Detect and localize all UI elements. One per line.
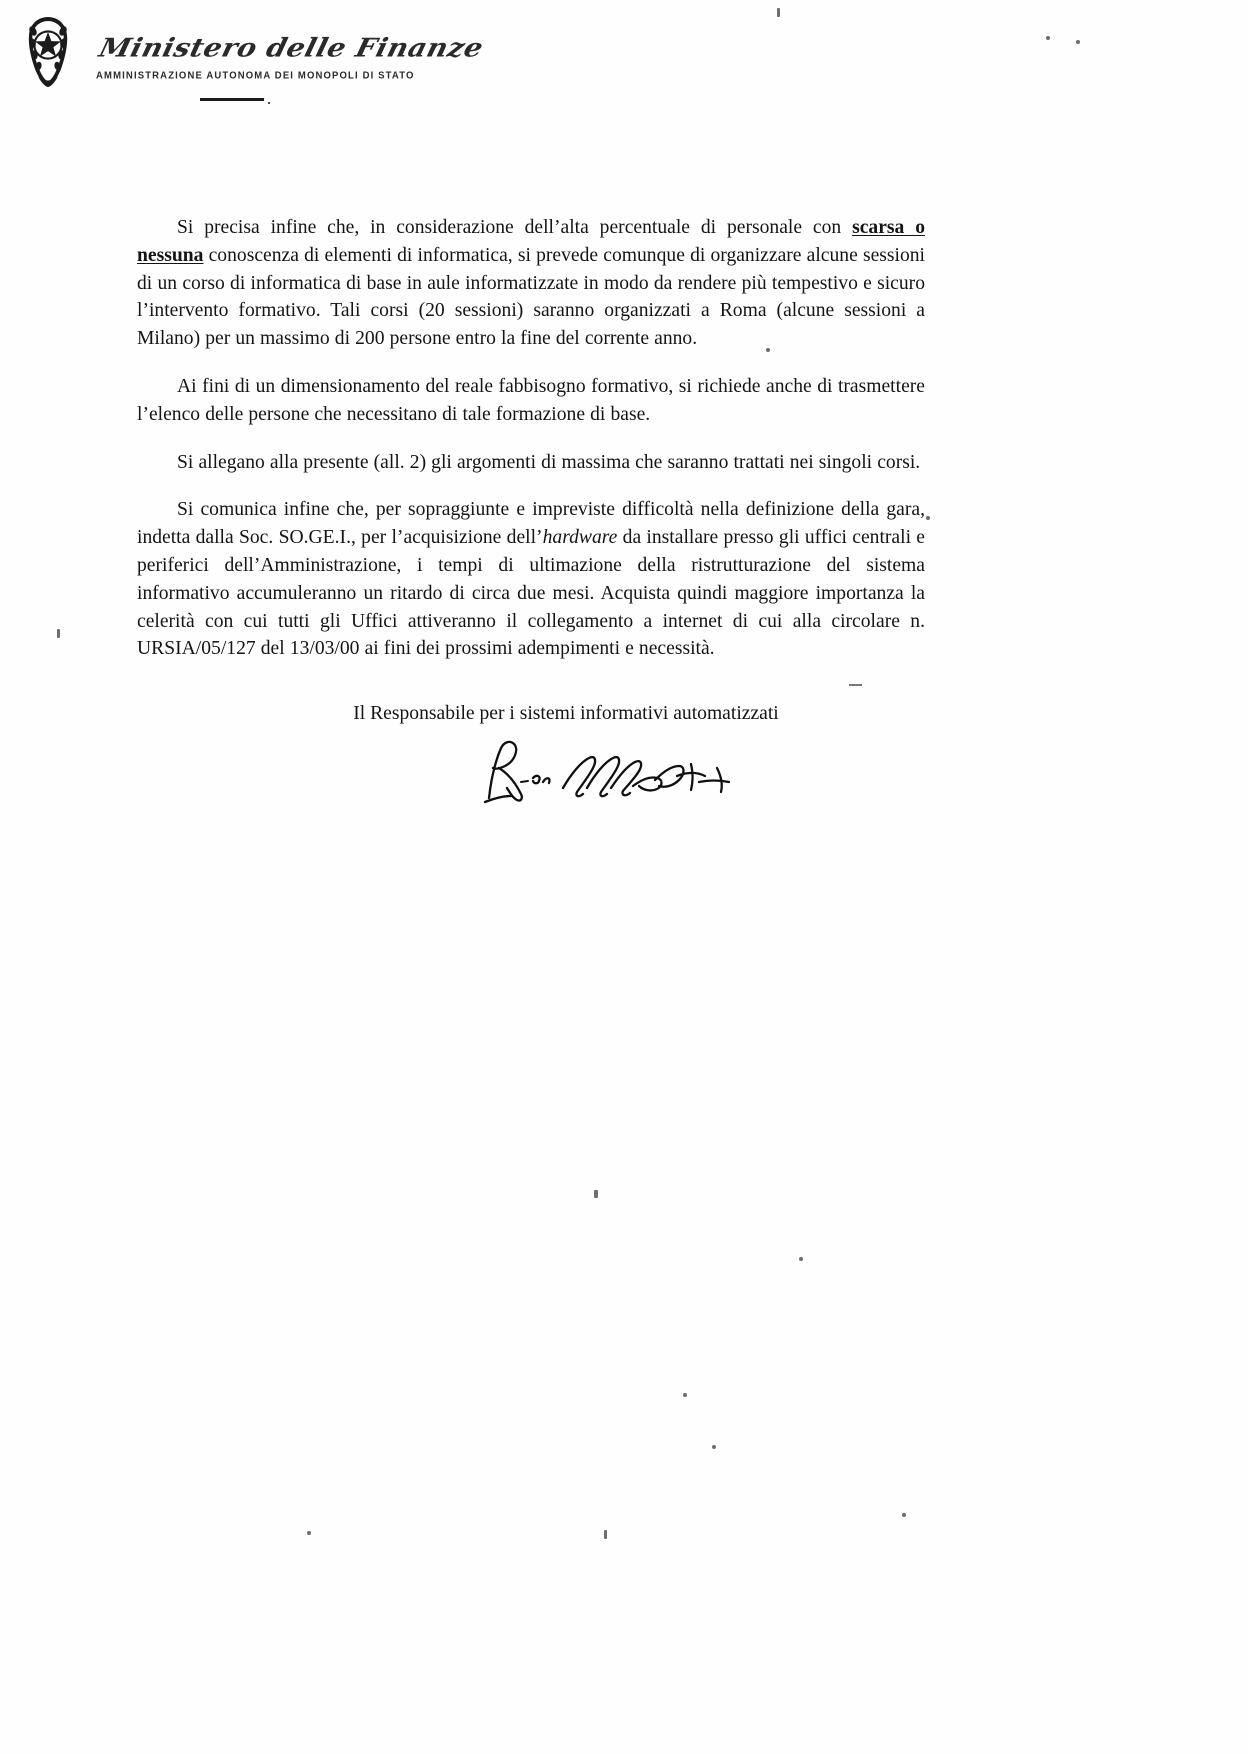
paragraph-4 <box>137 496 925 663</box>
signature-block <box>137 700 925 727</box>
scan-speck <box>902 1513 906 1517</box>
paragraph-3 <box>137 449 925 477</box>
scan-speck <box>1076 40 1080 44</box>
scan-speck <box>777 8 780 17</box>
scan-speck <box>926 516 930 520</box>
paragraph-2 <box>137 373 925 429</box>
signatory-title: Il Responsabile per i sistemi informativi automatizzati <box>353 703 779 724</box>
p1-emphasis: scarsa o nessuna <box>137 217 925 266</box>
scan-speck <box>604 1530 607 1539</box>
handwritten-signature <box>477 736 767 816</box>
scan-speck <box>1046 36 1050 40</box>
letterhead-divider <box>200 98 264 101</box>
p4-italic-hardware: hardware <box>542 527 618 549</box>
administration-name: AMMINISTRAZIONE AUTONOMA DEI MONOPOLI DI STATO <box>96 70 415 82</box>
scan-speck <box>683 1393 687 1397</box>
p4-seg-3: da installare presso gli uffici centrali e periferici dell’Amministrazione, i tempi di ultimazione della ristrutturazione del sistema informativo accumuleranno un ritardo di circa due mesi. Acquista quindi maggiore importanza la celerità con cui tutti gli Uffici attiveranno il collegamento a internet di cui alla circolare n. URSIA/05/127 del 13/03/00 ai fini dei prossimi adempimenti e necessità. <box>137 527 926 660</box>
republic-emblem-icon <box>22 14 74 88</box>
scan-speck <box>799 1257 803 1261</box>
scan-speck <box>766 348 770 352</box>
p4-seg-1: Si comunica infine che, per sopraggiunte e impreviste difficoltà nella definizione della gara, indetta dalla Soc. SO.GE.I., per l’acquisizione dell’ <box>137 499 925 549</box>
paragraph-1 <box>137 214 925 353</box>
scan-speck <box>307 1531 311 1535</box>
letterhead <box>18 8 487 113</box>
scan-speck <box>594 1190 598 1198</box>
p3-seg-1: Si allegano alla presente (all. 2) gli argomenti di massima che saranno trattati nei singoli corsi. <box>177 451 921 473</box>
scan-speck <box>57 629 60 638</box>
scan-speck <box>849 684 862 686</box>
ministry-name: Ministero delle Finanze <box>96 32 487 63</box>
letter-body <box>137 214 925 682</box>
letterhead-divider-dot <box>268 102 270 104</box>
p2-seg-1: Ai fini di un dimensionamento del reale fabbisogno formativo, si richiede anche di trasmettere l’elenco delle persone che necessitano di tale formazione di base. <box>137 375 925 425</box>
p1-seg-3: conoscenza di elementi di informatica, si prevede comunque di organizzare alcune sessioni di un corso di informatica di base in aule informatizzate in modo da rendere più tempestivo e sicuro l’intervento formativo. Tali corsi (20 sessioni) saranno organizzati a Roma (alcune sessioni a Milano) per un massimo di 200 persone entro la fine del corrente anno. <box>137 244 925 350</box>
p1-seg-1: Si precisa infine che, in considerazione dell’alta percentuale di personale con <box>177 217 853 238</box>
scan-speck <box>712 1445 716 1449</box>
